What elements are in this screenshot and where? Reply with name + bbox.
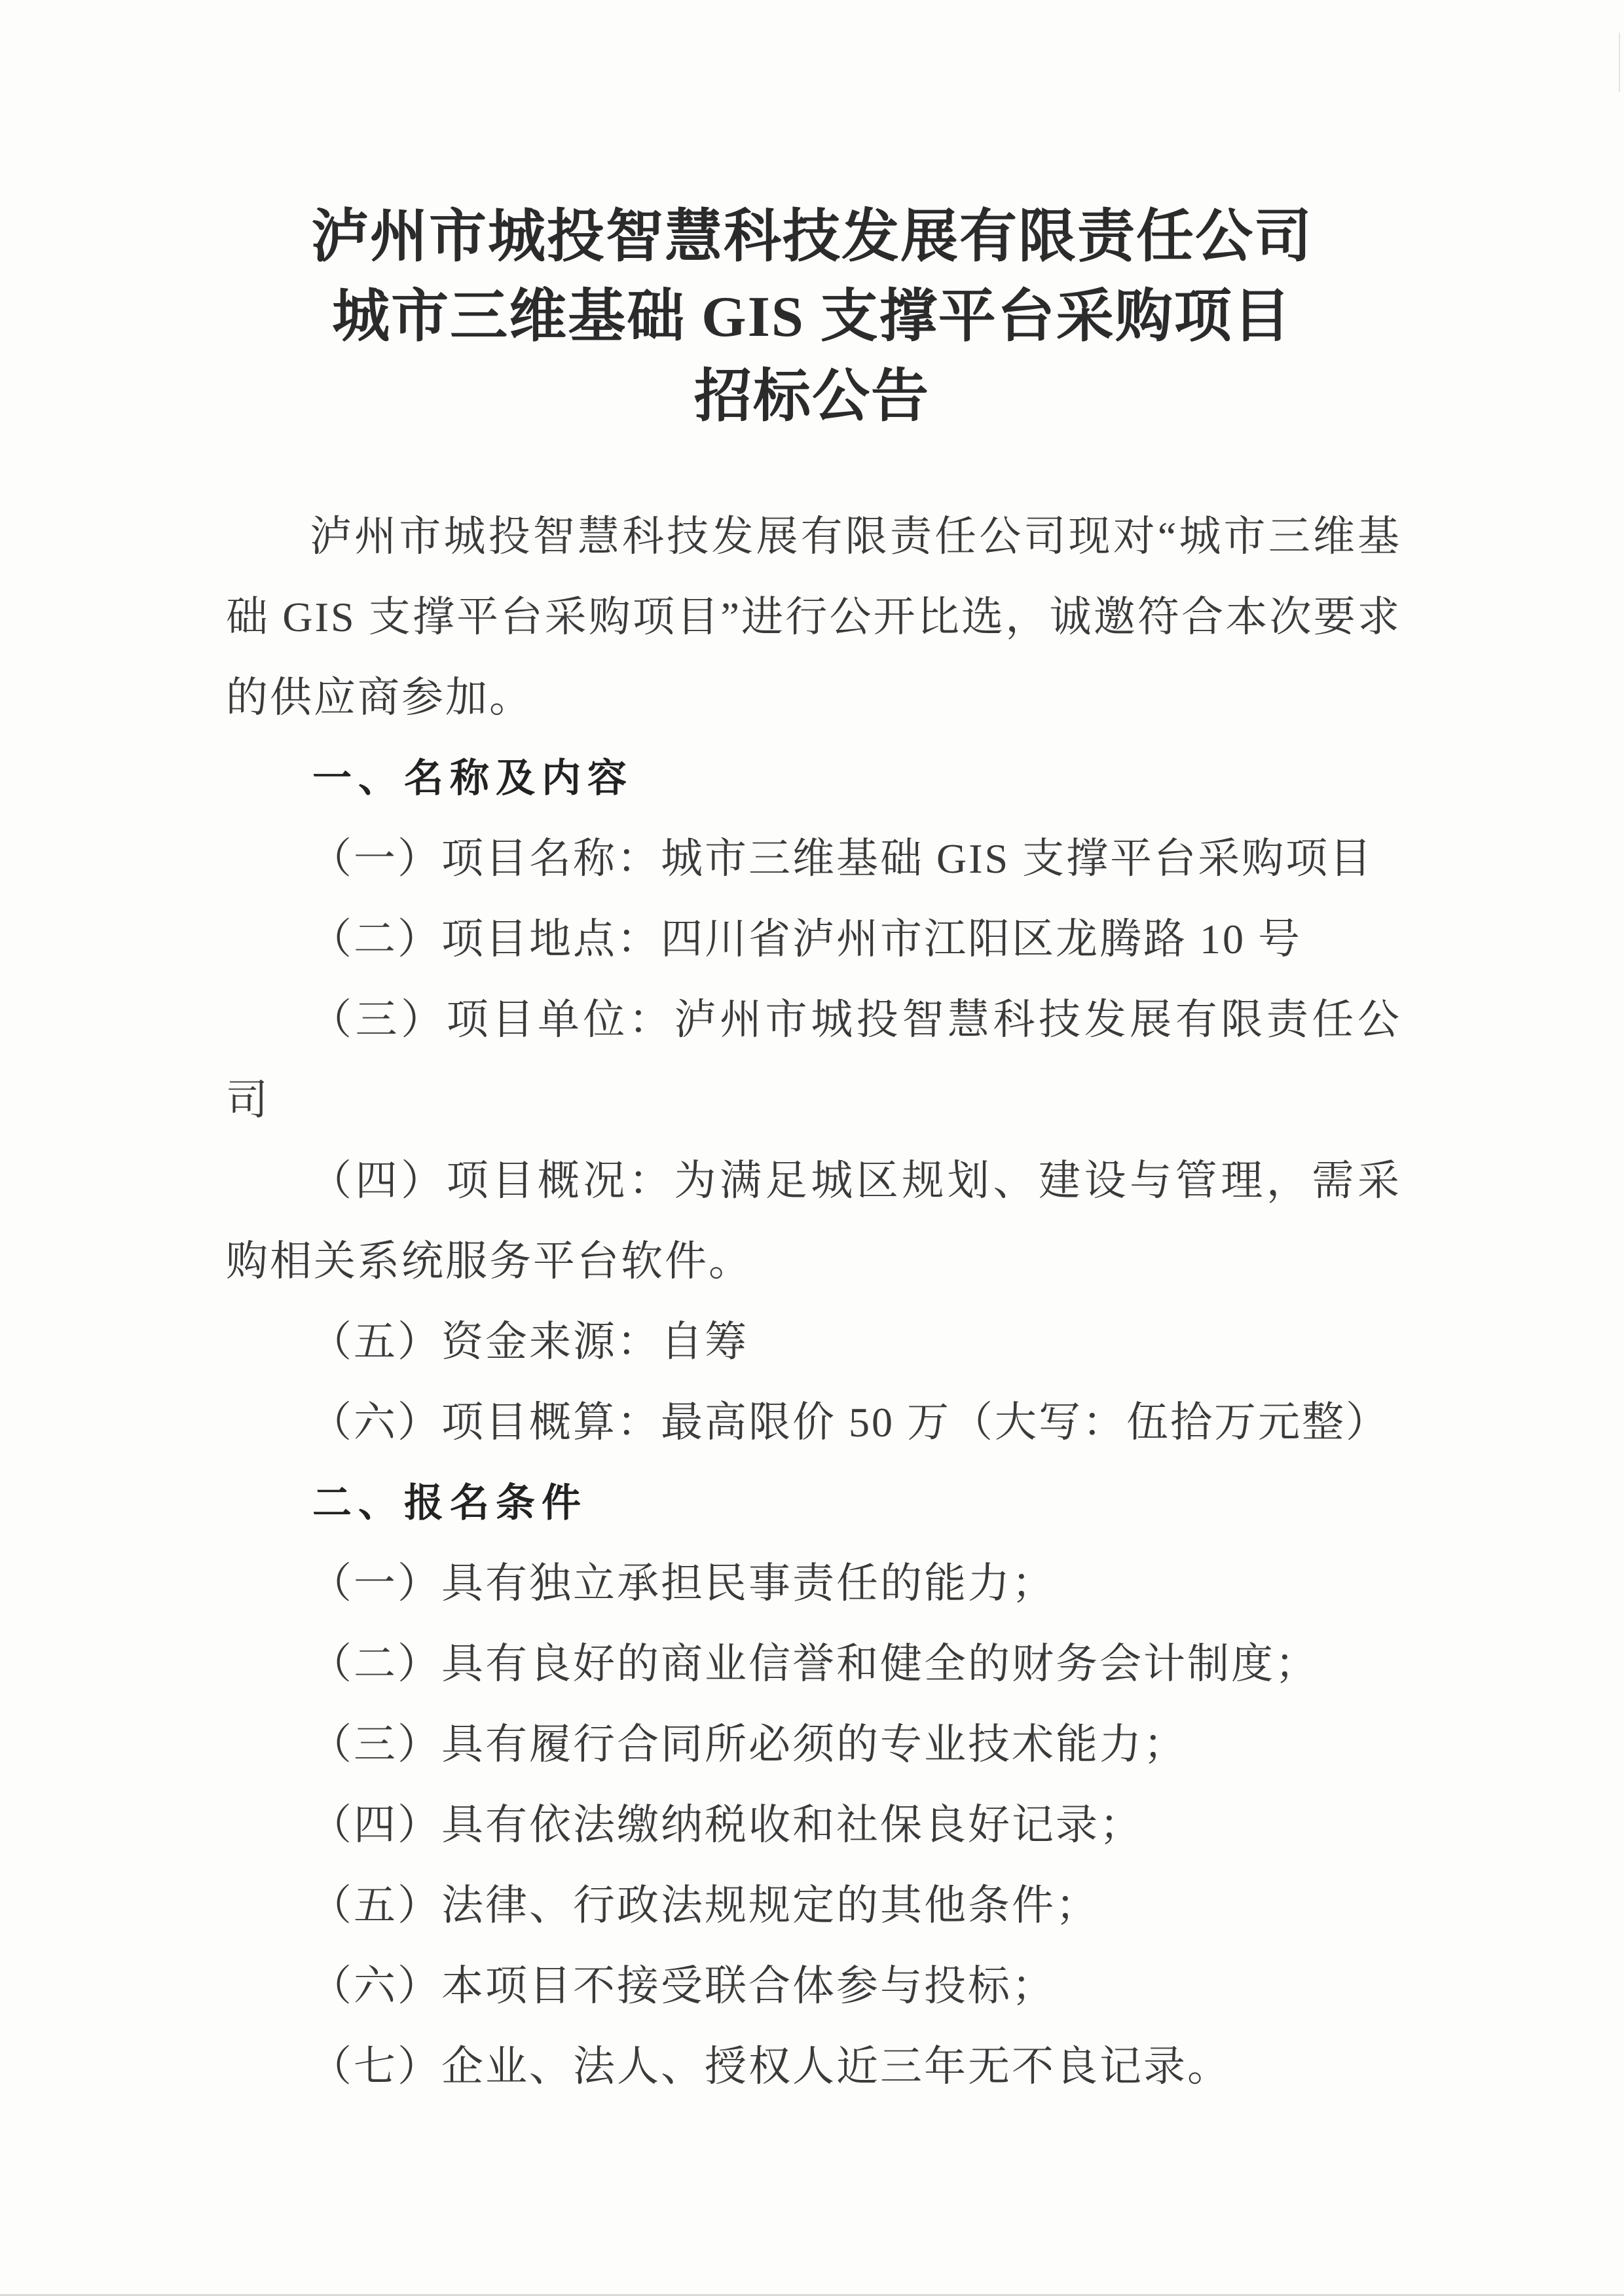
condition-item-tax-social-security: （四）具有依法缴纳税收和社保良好记录；	[310, 1802, 1143, 1848]
title-line-company: 泸州市城投智慧科技发展有限责任公司	[310, 206, 1313, 269]
condition-item-business-reputation: （二）具有良好的商业信誉和健全的财务会计制度；	[310, 1641, 1319, 1687]
document-title	[0, 0, 1624, 437]
condition-item-no-consortium: （六）本项目不接受联合体参与投标；	[310, 1963, 1056, 2009]
condition-item-civil-liability: （一）具有独立承担民事责任的能力；	[310, 1560, 1056, 1607]
title-line-announcement: 招标公告	[693, 365, 930, 429]
item-project-unit: （三）项目单位：泸州市城投智慧科技发展有限责任公司	[226, 996, 1401, 1123]
item-project-overview: （四）项目概况：为满足城区规划、建设与管理，需采购相关系统服务平台软件。	[226, 1157, 1401, 1285]
condition-item-other-legal: （五）法律、行政法规规定的其他条件；	[310, 1882, 1099, 1929]
condition-item-no-bad-records: （七）企业、法人、授权人近三年无不良记录。	[310, 2043, 1231, 2090]
document-body	[226, 496, 1401, 2107]
item-project-location: （二）项目地点：四川省泸州市江阳区龙腾路 10 号	[310, 916, 1302, 962]
scan-artifact	[1619, 33, 1620, 92]
item-project-budget: （六）项目概算：最高限价 50 万（大写：伍拾万元整）	[310, 1399, 1390, 1446]
section-heading-registration-conditions: 二、报名条件	[312, 1481, 587, 1525]
item-funding-source: （五）资金来源：自筹	[310, 1319, 748, 1365]
item-project-name: （一）项目名称：城市三维基础 GIS 支撑平台采购项目	[310, 835, 1374, 882]
condition-item-technical-ability: （三）具有履行合同所必须的专业技术能力；	[310, 1721, 1187, 1768]
intro-paragraph: 泸州市城投智慧科技发展有限责任公司现对“城市三维基础 GIS 支撑平台采购项目”进行公开比选，诚邀符合本次要求的供应商参加。	[226, 513, 1401, 721]
title-line-project: 城市三维基础 GIS 支撑平台采购项目	[332, 285, 1292, 349]
section-heading-name-and-content: 一、名称及内容	[312, 756, 633, 800]
